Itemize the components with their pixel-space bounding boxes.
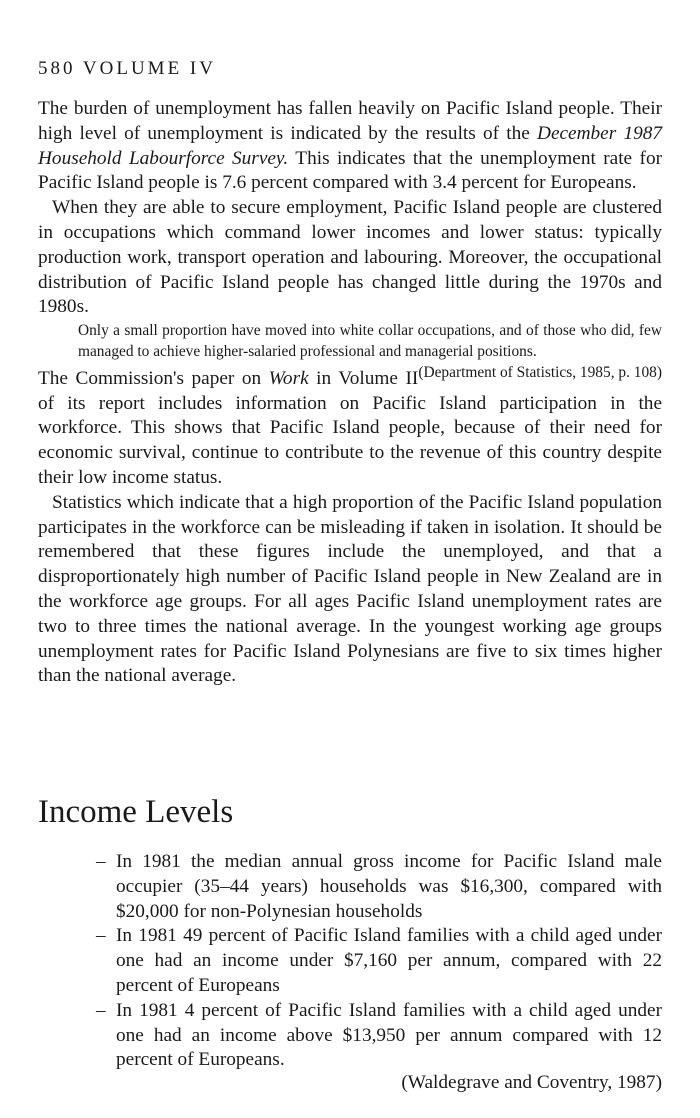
survey-title: December 1987 Household Labourforce Survey. — [38, 122, 663, 169]
paragraph-text: The burden of unemployment has fallen heavily on Pacific Island people. Their high level of unemployment is indicated by the results of the — [38, 98, 662, 144]
list-item — [96, 924, 662, 998]
bullet-dash: – — [96, 925, 106, 947]
quote-citation: (Department of Statistics, 1985, p. 108) — [418, 363, 662, 381]
income-list — [96, 850, 662, 1073]
quote-text: Only a small proportion have moved into white collar occupations, and of those who did, few managed to achieve higher-salaried professional and managerial positions. — [78, 322, 662, 360]
body-text — [38, 97, 662, 689]
bullet-dash: – — [96, 851, 106, 872]
paragraph-text: This indicates that the unemployment rate for Pacific Island people is 7.6 percent compared with 3.4 percent for Europeans. — [38, 147, 662, 194]
paragraph-occupations: When they are able to secure employment, Pacific Island people are clustered in occupations which command lower incomes and lower status: typically production work, transport operation and labouring. Moreover, the occupational distribution of Pacific Island people has changed little during the 1970s and 1980s. — [38, 197, 662, 318]
list-item-text: In 1981 4 percent of Pacific Island families with a child aged under one had an income above $13,950 per annum compared with 12 percent of Europeans. — [116, 999, 662, 1071]
list-item-text: In 1981 the median annual gross income for Pacific Island male occupier (35–44 years) households was $16,300, compared with $20,000 for non-Polynesian households — [116, 851, 662, 922]
list-item — [96, 850, 662, 924]
paragraph-unemployment-burden — [38, 97, 662, 196]
running-head: 580 VOLUME IV — [38, 58, 216, 79]
bullet-dash: – — [96, 999, 106, 1021]
paragraph-text: The Commission's paper on — [38, 367, 269, 389]
paragraph-commission-work — [38, 367, 662, 491]
list-item — [96, 999, 662, 1073]
paragraph-text: in Volume II of its report includes information on Pacific Island participation in the workforce. This shows that Pacific Island people, because of their need for economic survival, continue to contribute to the revenue of this country despite their low income status. — [38, 367, 662, 488]
paper-title: Work — [268, 367, 309, 389]
list-item-text: In 1981 49 percent of Pacific Island families with a child aged under one had an income under $7,160 per annum, compared with 22 percent of Europeans — [116, 925, 662, 996]
paragraph-statistics: Statistics which indicate that a high proportion of the Pacific Island population participates in the workforce can be misleading if taken in isolation. It should be remembered that these figures include the unemployed, and that a disproportionately high number of Pacific Island people in New Zealand are in the workforce age groups. For all ages Pacific Island unemployment rates are two to three times the national average. In the youngest working age groups unemployment rates for Pacific Island Polynesians are five to six times higher than the national average. — [38, 491, 662, 687]
section-heading: Income Levels — [38, 794, 234, 830]
source-citation: (Waldegrave and Coventry, 1987) — [401, 1072, 662, 1093]
